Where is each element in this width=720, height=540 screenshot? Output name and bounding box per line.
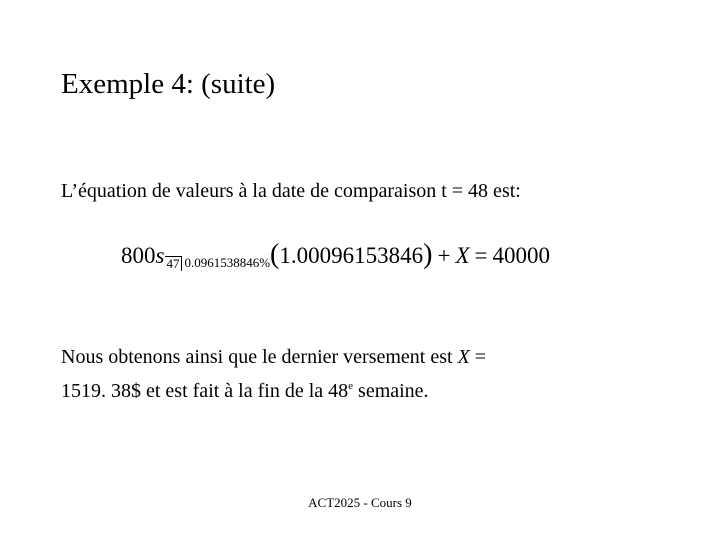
conclusion-part1: Nous obtenons ainsi que le dernier versement est (61, 346, 458, 368)
eq-close-paren: ) (423, 239, 433, 270)
eq-term-n: 47 (165, 256, 182, 271)
eq-coefficient: 800 (121, 243, 156, 268)
eq-open-paren: ( (270, 239, 280, 270)
eq-angle-subscript (165, 240, 270, 272)
conclusion-part3: 1519. 38$ et est fait à la fin de la 48 (61, 380, 349, 402)
eq-equals: = (474, 243, 488, 268)
eq-plus: + (437, 243, 451, 268)
slide-footer: ACT2025 - Cours 9 (308, 495, 412, 510)
eq-factor: 1.00096153846 (279, 243, 424, 268)
slide-title: Exemple 4: (suite) (61, 68, 276, 100)
conclusion-part4: semaine. (353, 380, 429, 402)
conclusion-part2: = (469, 346, 487, 368)
conclusion-superscript: e (348, 380, 354, 392)
conclusion-x: X (457, 346, 470, 368)
eq-rate: 0.0961538846% (184, 255, 271, 270)
intro-text: L’équation de valeurs à la date de comparaison t = 48 est: (61, 180, 521, 202)
eq-annuity-symbol: s (155, 243, 165, 268)
eq-x: X (455, 243, 470, 268)
eq-result: 40000 (492, 243, 550, 268)
conclusion-text (61, 343, 661, 406)
equation (121, 240, 550, 280)
